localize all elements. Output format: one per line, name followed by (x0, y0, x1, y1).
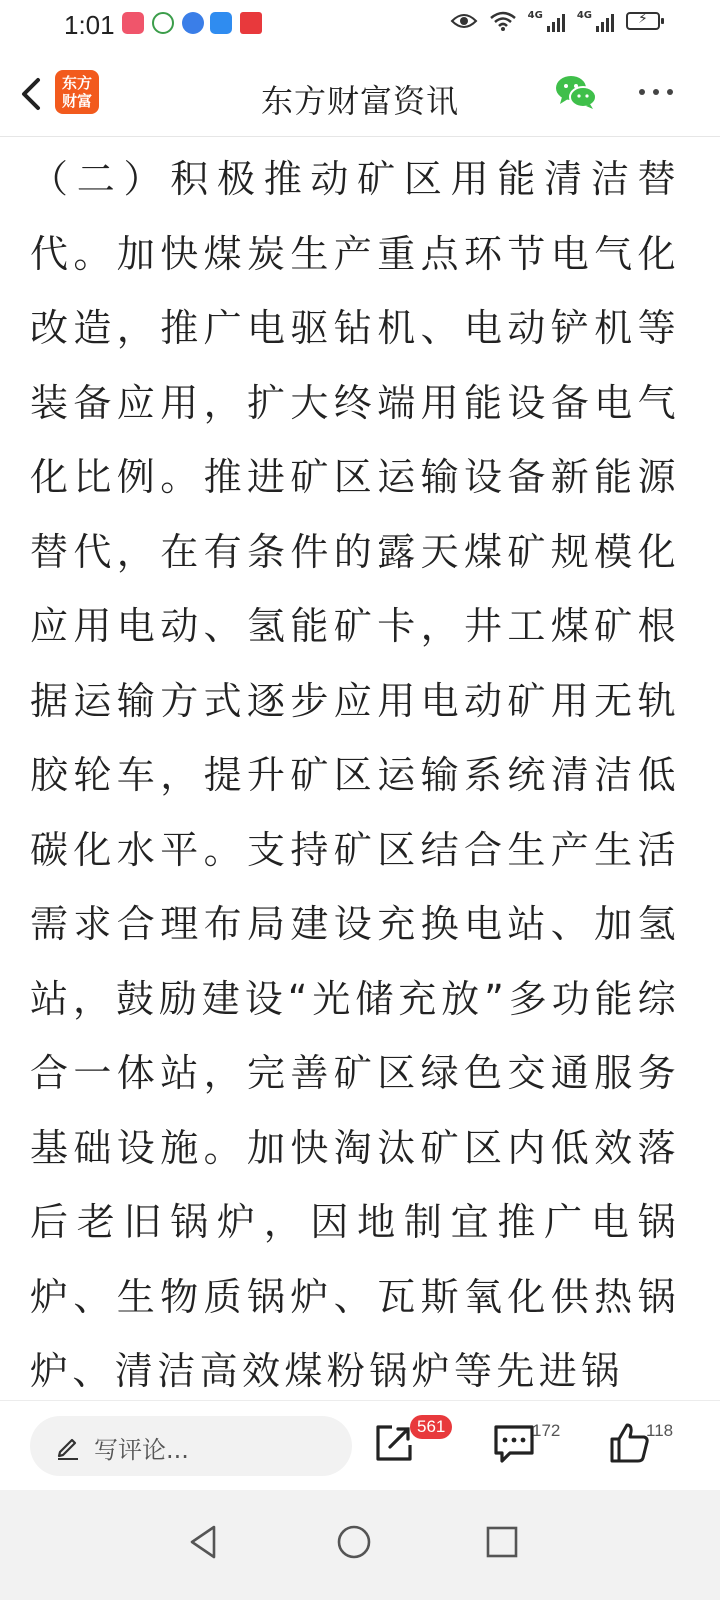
network-type: 4G (576, 10, 592, 21)
battery-icon: ⚡ (626, 12, 660, 30)
comment-count: 172 (532, 1421, 561, 1440)
article-paragraph: （二）积极推动矿区用能清洁替代。加快煤炭生产重点环节电气化改造，推广电驱钻机、电动铲机等装备应用，扩大终端用能设备电气化比例。推进矿区运输设备新能源替代，在有条件的露天煤矿规模化应用电动、氢能矿卡，井工煤矿根据运输方式逐步应用电动矿用无轨胶轮车，提升矿区运输系统清洁低碳化水平。支持矿区结合生产生活需求合理布局建设充换电站、加氢站，鼓励建设“光储充放”多功能综合一体站，完善矿区绿色交通服务基础设施。加快淘汰矿区内低效落后老旧锅炉，因地制宜推广电锅炉、生物质锅炉、瓦斯氧化供热锅炉、清洁高效煤粉锅炉等先进锅 (30, 157, 680, 1393)
bottom-action-bar (0, 1400, 720, 1491)
logo-text-line2: 财富 (61, 92, 92, 110)
pencil-icon (54, 1432, 82, 1460)
wifi-icon (490, 11, 516, 31)
status-bar (0, 0, 720, 50)
wechat-share-icon[interactable] (554, 72, 598, 112)
nav-recents-icon[interactable] (482, 1522, 522, 1562)
system-nav-bar (0, 1490, 720, 1600)
nav-home-icon[interactable] (334, 1522, 374, 1562)
app-header (0, 50, 720, 137)
share-count-badge: 561 (410, 1415, 452, 1439)
page-title: 东方财富资讯 (260, 82, 459, 120)
like-count: 118 (646, 1421, 674, 1440)
eye-icon (450, 12, 478, 30)
signal-icon (528, 10, 565, 32)
signal-icon (577, 10, 614, 32)
comment-input[interactable] (30, 1416, 352, 1476)
logo-text-line1: 东方 (61, 74, 92, 92)
shopping-app-icon (122, 12, 144, 34)
wallet-app-icon (152, 12, 174, 34)
reader-app-icon (240, 12, 262, 34)
search-app-icon (210, 12, 232, 34)
browser-app-icon (182, 12, 204, 34)
article-body (30, 142, 680, 1400)
comment-placeholder: 写评论... (94, 1436, 189, 1464)
comment-icon[interactable] (492, 1421, 536, 1465)
status-time: 1:01 (64, 10, 115, 40)
nav-back-icon[interactable] (184, 1522, 224, 1562)
more-options-icon[interactable] (636, 80, 676, 104)
network-type: 4G (527, 10, 543, 21)
